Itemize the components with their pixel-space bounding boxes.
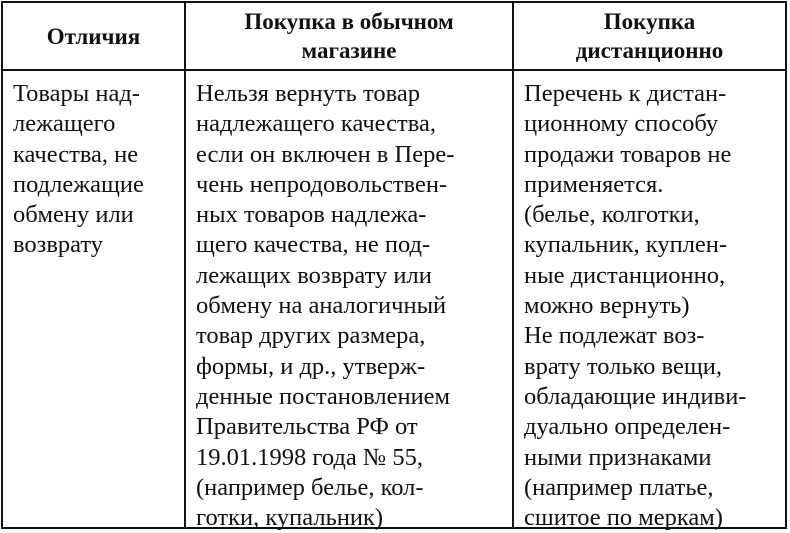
text-line: подлежащие	[13, 170, 144, 198]
header-line: дистанционно	[575, 38, 724, 63]
text-line: (например белье, кол-	[196, 473, 424, 501]
text-line: купальник, куплен-	[524, 231, 728, 259]
header-line: Покупка в обычном	[244, 9, 454, 34]
text-line: обмену на аналогичный	[196, 292, 447, 320]
text-line: качества, не	[13, 140, 139, 168]
text-line: лежащего	[13, 110, 116, 138]
text-line: (белье, колготки,	[524, 201, 700, 229]
text-line: Правительства РФ от	[196, 413, 418, 441]
text-line: применяется.	[524, 170, 664, 198]
text-line: ционному способу	[524, 110, 719, 138]
text-line: (например платье,	[524, 473, 714, 501]
text-line: формы, и др., утверж-	[196, 352, 426, 380]
text-line: готки, купальник)	[196, 504, 384, 532]
text-line: Не подлежат воз-	[524, 322, 705, 350]
text-line: денные постановлением	[196, 382, 451, 410]
header-store-purchase	[186, 3, 512, 69]
text-line: обладающие индиви-	[524, 382, 747, 410]
text-line: врату только вещи,	[524, 352, 722, 380]
text-line: надлежащего качества,	[196, 110, 436, 138]
text-line: Товары над-	[13, 80, 140, 107]
text-line: чень непродовольствен-	[196, 170, 448, 198]
text-line: возврату	[13, 231, 104, 259]
header-line: Отличия	[46, 23, 141, 49]
text-line: лежащих возврату или	[196, 261, 432, 289]
header-remote-purchase	[514, 3, 785, 69]
text-line: если он включен в Пере-	[196, 140, 455, 168]
header-line: магазине	[301, 38, 397, 63]
text-line: Перечень к дистан-	[524, 80, 727, 107]
cell-remote-purchase	[514, 71, 785, 533]
text-line: Нельзя вернуть товар	[196, 80, 420, 107]
header-line: Покупка	[603, 9, 696, 34]
text-line: ных товаров надлежа-	[196, 201, 427, 229]
cell-store-purchase	[186, 71, 512, 533]
text-line: продажи товаров не	[524, 140, 732, 168]
text-line: 19.01.1998 года № 55,	[196, 443, 423, 471]
text-line: ными признаками	[524, 443, 712, 471]
text-line: товар других размера,	[196, 322, 426, 350]
text-line: ные дистанционно,	[524, 261, 726, 289]
header-differences	[3, 3, 184, 69]
text-line: сшитое по меркам)	[524, 504, 723, 532]
cell-difference	[3, 71, 184, 261]
comparison-table	[1, 1, 787, 532]
text-line: обмену или	[13, 201, 134, 229]
text-line: щего качества, не под-	[196, 231, 431, 259]
text-line: дуально определен-	[524, 413, 731, 441]
text-line: можно вернуть)	[524, 292, 690, 320]
